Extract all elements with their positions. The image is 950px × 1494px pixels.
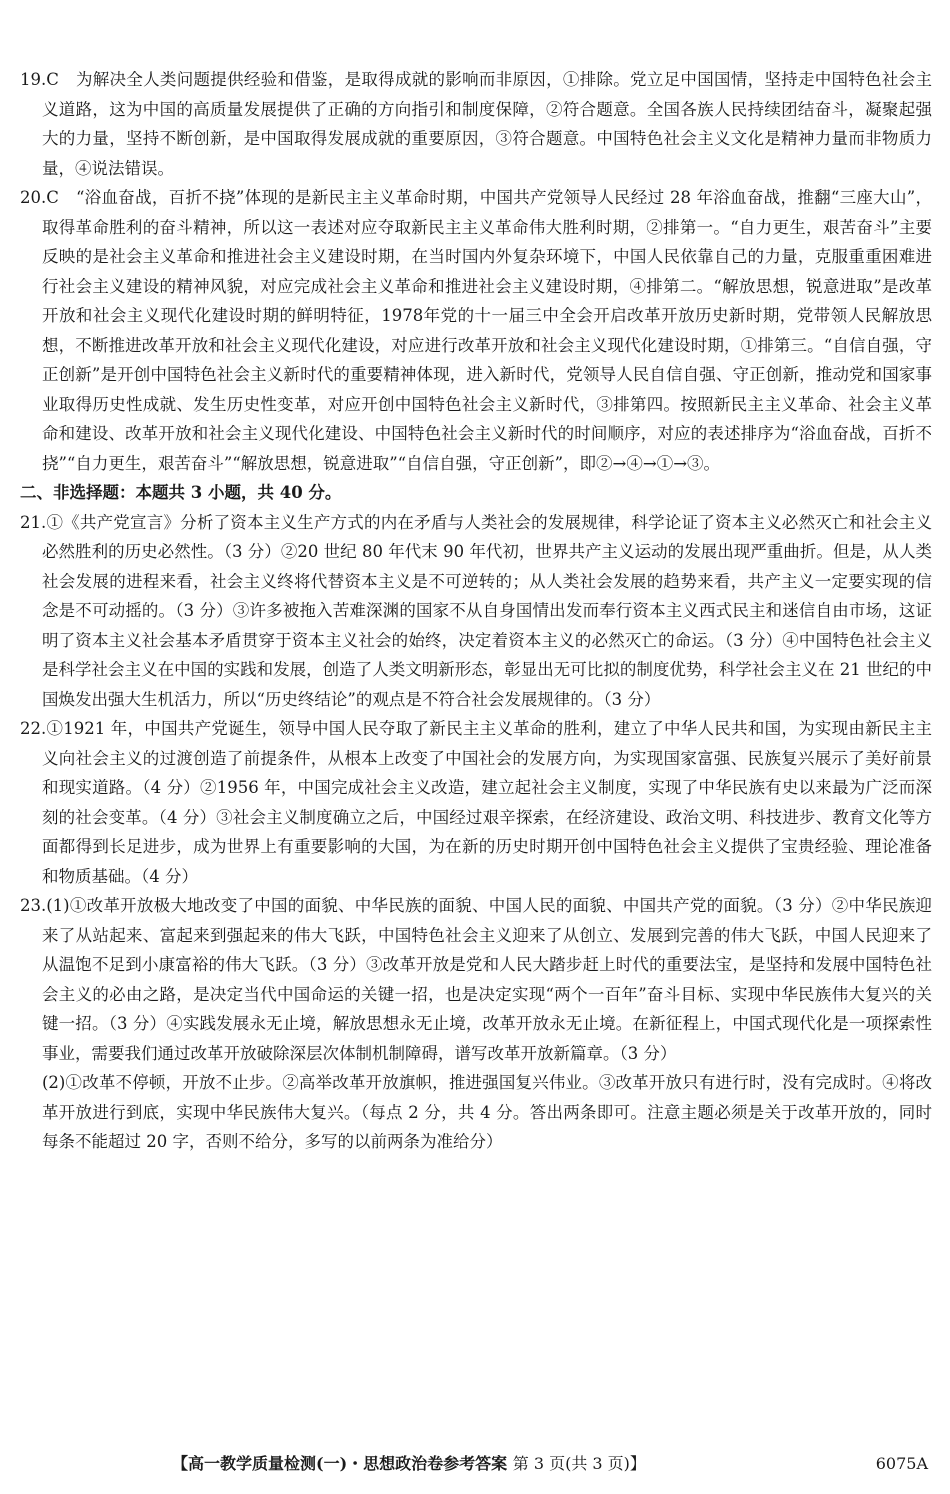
footer-code: 6075A — [875, 1454, 928, 1473]
footer-title-group — [172, 1449, 646, 1479]
answer-22: 22.①1921 年，中国共产党诞生，领导中国人民夺取了新民主主义革命的胜利，建立了中华人民共和国，为实现由新民主主义向社会主义的过渡创造了前提条件，从根本上改变了中国社会的发展方向，为实现国家富强、民族复兴展示了美好前景和现实道路。（4 分）②1956 年，中国完成社会主义改造，建立起社会主义制度，实现了中华民族有史以来最为广泛而深刻的社会变革。（4 分）③社会主义制度确立之后，中国经过艰辛探索，在经济建设、政治文明、科技进步、教育文化等方面都得到长足进步，成为世界上有重要影响的大国，为在新的历史时期开创中国特色社会主义提供了宝贵经验、理论准备和物质基础。（4 分） — [20, 719, 932, 886]
answer-19: 19.C 为解决全人类问题提供经验和借鉴，是取得成就的影响而非原因，①排除。党立足中国国情，坚持走中国特色社会主义道路，这为中国的高质量发展提供了正确的方向指引和制度保障，②符合题意。全国各族人民持续团结奋斗，凝聚起强大的力量，坚持不断创新，是中国取得发展成就的重要原因，③符合题意。中国特色社会主义文化是精神力量而非物质力量，④说法错误。 — [20, 70, 932, 178]
answer-23-part-1: 23.(1)①改革开放极大地改变了中国的面貌、中华民族的面貌、中国人民的面貌、中国共产党的面貌。（3 分）②中华民族迎来了从站起来、富起来到强起来的伟大飞跃，中国特色社会主义迎来了从创立、发展到完善的伟大飞跃，中国人民迎来了从温饱不足到小康富裕的伟大飞跃。（3 分）③改革开放是党和人民大踏步赶上时代的重要法宝，是坚持和发展中国特色社会主义的必由之路，是决定当代中国命运的关键一招，也是决定实现“两个一百年”奋斗目标、实现中华民族伟大复兴的关键一招。（3 分）④实践发展永无止境，解放思想永无止境，改革开放永无止境。在新征程上，中国式现代化是一项探索性事业，需要我们通过改革开放破除深层次体制机制障碍，谱写改革开放新篇章。（3 分） — [20, 896, 932, 1063]
section-heading: 二、非选择题：本题共 3 小题，共 40 分。 — [20, 483, 342, 502]
answer-21: 21.①《共产党宣言》分析了资本主义生产方式的内在矛盾与人类社会的发展规律，科学论证了资本主义必然灭亡和社会主义必然胜利的历史必然性。（3 分）②20 世纪 80 年代末 90 年代初，世界共产主义运动的发展出现严重曲折。但是，从人类社会发展的进程来看，社会主义终将代替资本主义是不可逆转的；从人类社会发展的趋势来看，共产主义一定要实现的信念是不可动摇的。（3 分）③许多被拖入苦难深渊的国家不从自身国情出发而奉行资本主义西式民主和迷信自由市场，这证明了资本主义社会基本矛盾贯穿于资本主义社会的始终，决定着资本主义的必然灭亡的命运。（3 分）④中国特色社会主义是科学社会主义在中国的实践和发展，创造了人类文明新形态，彰显出无可比拟的制度优势，科学社会主义在 21 世纪的中国焕发出强大生机活力，所以“历史终结论”的观点是不符合社会发展规律的。（3 分） — [20, 512, 932, 709]
answer-20: 20.C “浴血奋战，百折不挠”体现的是新民主主义革命时期，中国共产党领导人民经过 28 年浴血奋战，推翻“三座大山”，取得革命胜利的奋斗精神，所以这一表述对应夺取新民主主义革命伟大胜利时期，②排第一。“自力更生，艰苦奋斗”主要反映的是社会主义革命和推进社会主义建设时期，在当时国内外复杂环境下，中国人民依靠自己的力量，克服重重困难进行社会主义建设的精神风貌，对应完成社会主义革命和推进社会主义建设时期，④排第二。“解放思想，锐意进取”是改革开放和社会主义现代化建设时期的鲜明特征，1978年党的十一届三中全会开启改革开放历史新时期，党带领人民解放思想，不断推进改革开放和社会主义现代化建设，对应进行改革开放和社会主义现代化建设时期，①排第三。“自信自强，守正创新”是开创中国特色社会主义新时代的重要精神体现，进入新时代，党领导人民自信自强、守正创新，推动党和国家事业取得历史性成就、发生历史性变革，对应开创中国特色社会主义新时代，③排第四。按照新民主主义革命、社会主义革命和建设、改革开放和社会主义现代化建设、中国特色社会主义新时代的时间顺序，对应的表述排序为“浴血奋战，百折不挠”“自力更生，艰苦奋斗”“解放思想，锐意进取”“自信自强，守正创新”，即②→④→①→③。 — [20, 188, 932, 473]
footer-page-number: 第 3 页(共 3 页)】 — [512, 1454, 646, 1473]
answer-content — [20, 65, 932, 1157]
page-footer — [0, 1449, 950, 1479]
footer-title: 【高一教学质量检测(一)・思想政治卷参考答案 — [172, 1454, 508, 1473]
answer-23-part-2: (2)①改革不停顿，开放不止步。②高举改革开放旗帜，推进强国复兴伟业。③改革开放只有进行时，没有完成时。④将改革开放进行到底，实现中华民族伟大复兴。（每点 2 分，共 4 分。答出两条即可。注意主题必须是关于改革开放的，同时每条不能超过 20 字，否则不给分，多写的以前两条为准给分） — [42, 1073, 932, 1151]
